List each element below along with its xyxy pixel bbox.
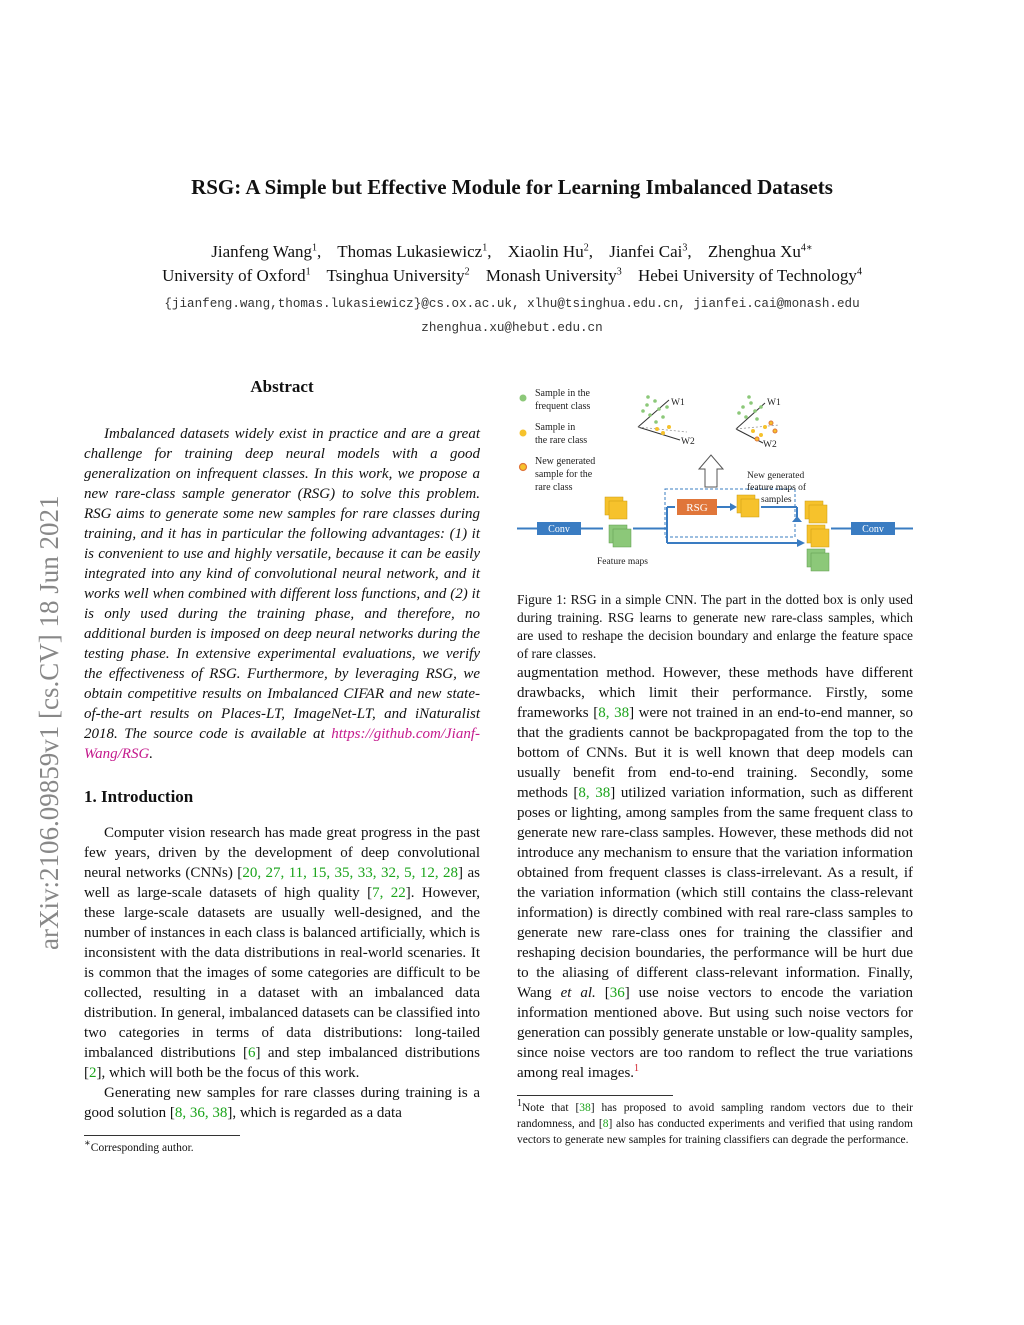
citation-link[interactable]: 36: [609, 985, 625, 1001]
legend-generated-label: [535, 456, 595, 493]
legend-rare-label: [535, 422, 587, 446]
conv-label-right: Conv: [862, 524, 884, 535]
citation-link[interactable]: 2: [89, 1065, 97, 1081]
scatter-before: [638, 395, 695, 447]
legend-rare-line: Sample in: [535, 422, 576, 433]
legend-generated-line: sample for the: [535, 469, 593, 480]
affiliation: Tsinghua University: [326, 266, 465, 285]
affiliation-list: University of Oxford$^1$ Tsinghua University$^2$ Monash University$^3$ Hebei University of Technology$^4$: [162, 266, 862, 285]
output-map-yellow: [809, 505, 827, 523]
legend-frequent-dot: [520, 395, 527, 402]
legend-rare-dot: [520, 430, 527, 437]
w2-label-left: W2: [681, 437, 695, 447]
footnote-ref[interactable]: 1: [634, 1063, 640, 1074]
citation-link[interactable]: 38: [579, 1102, 591, 1114]
w1-label-left: W1: [671, 398, 685, 408]
legend-frequent-label: [535, 388, 591, 412]
email-line: zhenghua.xu@hebut.edu.cn: [421, 321, 603, 335]
rsg-diagram: [517, 377, 913, 577]
affiliation: Hebei University of Technology: [637, 266, 857, 285]
abstract-heading: Abstract: [250, 377, 314, 396]
scatter-after: [736, 395, 781, 450]
up-arrow-icon: [699, 455, 723, 487]
legend-frequent-line: frequent class: [535, 401, 591, 412]
feature-map-green: [613, 529, 631, 547]
email-block: [60, 292, 964, 340]
output-map-yellow: [811, 529, 829, 547]
code-link[interactable]: https://github.com/Jianf-Wang/RSG: [84, 726, 480, 762]
citation-link[interactable]: 8, 38: [598, 705, 630, 721]
new-generated-line: feature maps of: [747, 483, 807, 493]
right-paragraph: augmentation method. However, these methods have different drawbacks, which limit their performance. Firstly, some frameworks [8, 38] were not trained in an end-to-end manner, so that the gradients cannot be backpropagated from the top to the bottom of CNNs. But it is well known that deep models can usually benefit from end-to-end training. Secondly, some methods [8, 38] utilized variation information, such as different poses or lighting, among samples from the same frequent class to generate new rare-class samples. However, these methods did not introduce any mechanism to ensure that the variation information obtained from frequent classes is class-irrelevant. As a result, if the variation information (which still contains the class-relevant information) is directly combined with real rare-class samples to generate new rare-class ones for training the classifier and reshaping decision boundaries, the performance will be hurt due to the aliasing of different class-relevant information. Finally, Wang et al. [36] use noise vectors to encode the variation information mentioned above. But using such noise vectors for generation can possibly generate unstable or low-quality samples, since noise vectors are too random to reflect the true variations among real images.$^1$: [517, 665, 914, 1081]
author-name: Jianfei Cai: [609, 242, 683, 261]
left-column: [84, 377, 480, 1156]
author-name: Zhenghua Xu: [707, 242, 801, 261]
author-block: [80, 240, 944, 288]
legend-rare-line: the rare class: [535, 435, 588, 446]
legend-frequent-line: Sample in the: [535, 388, 590, 399]
citation-link[interactable]: 7, 22: [372, 885, 406, 901]
author-name: Xiaolin Hu: [507, 242, 584, 261]
arxiv-stamp: [30, 360, 66, 960]
author-list: Jianfeng Wang$^1$, Thomas Lukasiewicz$^1$, Xiaolin Hu$^2$, Jianfei Cai$^3$, Zhenghua $Xu^{4∗}$: [211, 242, 813, 261]
w1-label-right: W1: [767, 398, 781, 408]
affiliation: University of Oxford: [162, 266, 306, 285]
citation-link[interactable]: 8: [602, 1118, 609, 1130]
footnote-1: $^1$Note that [38] has proposed to avoid sampling random vectors due to their randomness, and [8] also has conducted experiments and verified that using random vectors to generate new samples for training classifiers can degrade the performance.: [517, 1098, 913, 1146]
figure-1: [517, 377, 913, 577]
footnote-rule: [517, 1095, 673, 1096]
citation-link[interactable]: 6: [247, 1045, 256, 1061]
w2-label-right: W2: [763, 440, 777, 450]
citation-link[interactable]: 8, 38: [578, 785, 611, 801]
intro-paragraph-2: Generating new samples for rare classes during training is a good solution [8, 36, 38], which is regarded as a data: [84, 1085, 480, 1121]
citation-link[interactable]: 20, 27, 11, 15, 35, 33, 32, 5, 12, 28: [242, 865, 459, 881]
figure-caption: Figure 1: RSG in a simple CNN. The part in the dotted box is only used during training. RSG learns to generate new rare-class samples, which are used to reshape the decision boundary and enlarge the feature space of rare classes.: [517, 592, 913, 661]
new-generated-line: samples: [761, 495, 792, 505]
feature-maps-label: Feature maps: [597, 557, 648, 567]
author-name: Jianfeng Wang: [211, 242, 313, 261]
generated-map-yellow: [741, 499, 759, 517]
feature-map-yellow: [609, 501, 627, 519]
legend-generated-line: New generated: [535, 456, 596, 467]
affiliation: Monash University: [485, 266, 617, 285]
right-column: [517, 377, 913, 1148]
email-line: {jianfeng.wang,thomas.lukasiewicz}@cs.ox.ac.uk, xlhu@tsinghua.edu.cn, jianfei.cai@monash.edu: [164, 297, 860, 311]
paper-title: RSG: A Simple but Effective Module for Learning Imbalanced Datasets: [191, 175, 833, 199]
output-map-green: [811, 553, 829, 571]
new-generated-line: New generated: [747, 471, 805, 481]
footnote-corresponding: ∗Corresponding author.: [84, 1138, 194, 1154]
abstract-text: Imbalanced datasets widely exist in practice and are a great challenge for training deep neural models with a good generalization on infrequent classes. In this work, we propose a new rare-class sample generator (RSG) to solve this problem. RSG aims to generate some new samples for rare classes during training, and it has in particular the following advantages: (1) it is convenient to use and highly versatile, because it can be easily integrated into any kind of convolutional neural network, and it works well when combined with different loss functions, and (2) it is only used during the training phase, and therefore, no additional burden is imposed on deep neural networks during the testing phase. In extensive experimental evaluations, we verify the effectiveness of RSG. Furthermore, by leveraging RSG, we obtain competitive results on Imbalanced CIFAR and new state-of-the-art results on Places-LT, ImageNet-LT, and iNaturalist 2018. The source code is available at https://github.com/Jianf-Wang/RSG.: [84, 426, 480, 762]
legend-generated-dot: [520, 464, 527, 471]
conv-label-left: Conv: [548, 524, 570, 535]
rsg-label: RSG: [686, 502, 708, 514]
intro-paragraph-1: Computer vision research has made great progress in the past few years, driven by the development of deep convolutional neural networks (CNNs) [20, 27, 11, 15, 35, 33, 32, 5, 12, 28] as well as large-scale datasets of high quality [7, 22]. However, these large-scale datasets are usually well-designed, and the number of instances in each class is balanced artificially, which is inconsistent with the data distributions in real-world scenaries. It is common that the images of some categories are difficult to be collected, resulting in a dataset with an imbalanced data distribution. In general, imbalanced datasets can be classified into two categories in terms of data distributions: long-tailed imbalanced distributions [6] and step imbalanced distributions [2], which will both be the focus of this work.: [84, 825, 481, 1081]
legend-generated-line: rare class: [535, 482, 573, 493]
citation-link[interactable]: 8, 36, 38: [174, 1105, 228, 1121]
footnote-rule: [84, 1135, 240, 1136]
arxiv-id-text: arXiv:2106.09859v1 [cs.CV] 18 Jun 2021: [34, 495, 64, 950]
author-name: Thomas Lukasiewicz: [337, 242, 483, 261]
intro-heading: 1. Introduction: [84, 787, 194, 806]
